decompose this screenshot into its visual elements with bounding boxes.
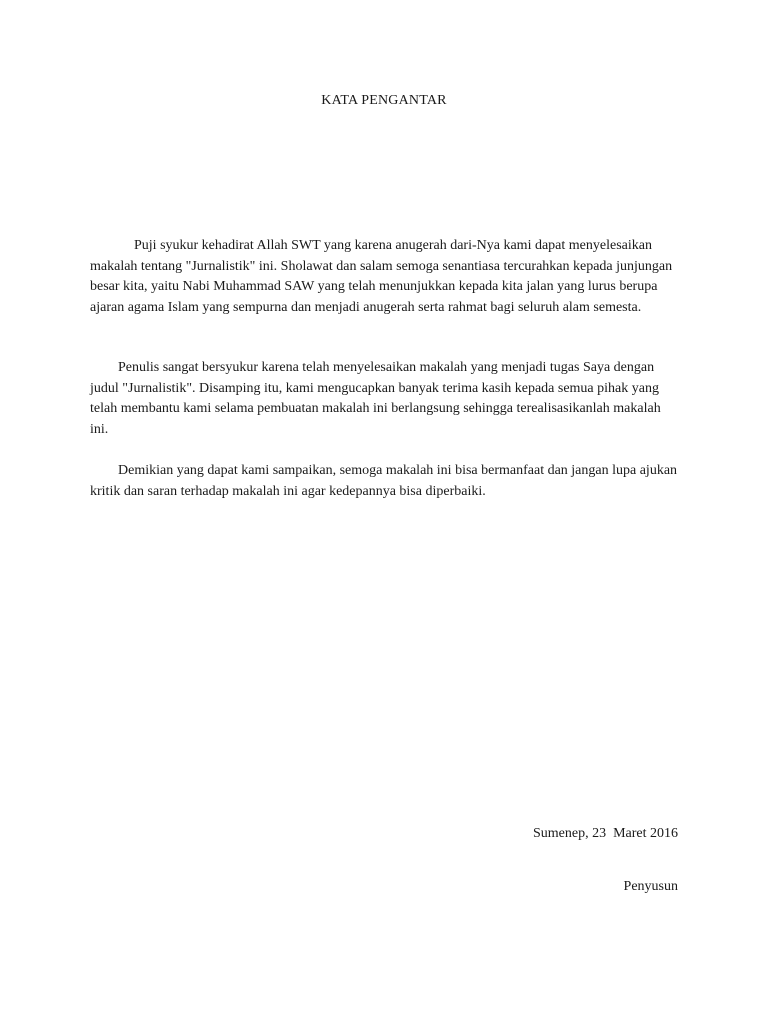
paragraph-gratitude: Penulis sangat bersyukur karena telah menyelesaikan makalah yang menjadi tugas Saya dengan judul "Jurnalistik". Disamping itu, kami mengucapkan banyak terima kasih kepada semua pihak yang telah membantu kami selama pembuatan makalah ini berlangsung sehingga terealisasikanlah makalah ini. — [90, 360, 661, 437]
page-title: KATA PENGANTAR — [321, 93, 447, 108]
paragraph-opening: Puji syukur kehadirat Allah SWT yang karena anugerah dari-Nya kami dapat menyelesaikan makalah tentang "Jurnalistik" ini. Sholawat dan salam semoga senantiasa tercurahkan kepada junjungan besar kita, yaitu Nabi Muhammad SAW yang telah menunjukkan kepada kita jalan yang lurus berupa ajaran agama Islam yang sempurna dan menjadi anugerah serta rahmat bagi seluruh alam semesta. — [90, 238, 673, 315]
place-date: Sumenep, 23 Maret 2016 — [532, 826, 678, 841]
signer-label: Penyusun — [623, 879, 678, 894]
paragraph-closing: Demikian yang dapat kami sampaikan, semoga makalah ini bisa bermanfaat dan jangan lupa ajukan kritik dan saran terhadap makalah ini agar kedepannya bisa diperbaiki. — [90, 463, 678, 499]
